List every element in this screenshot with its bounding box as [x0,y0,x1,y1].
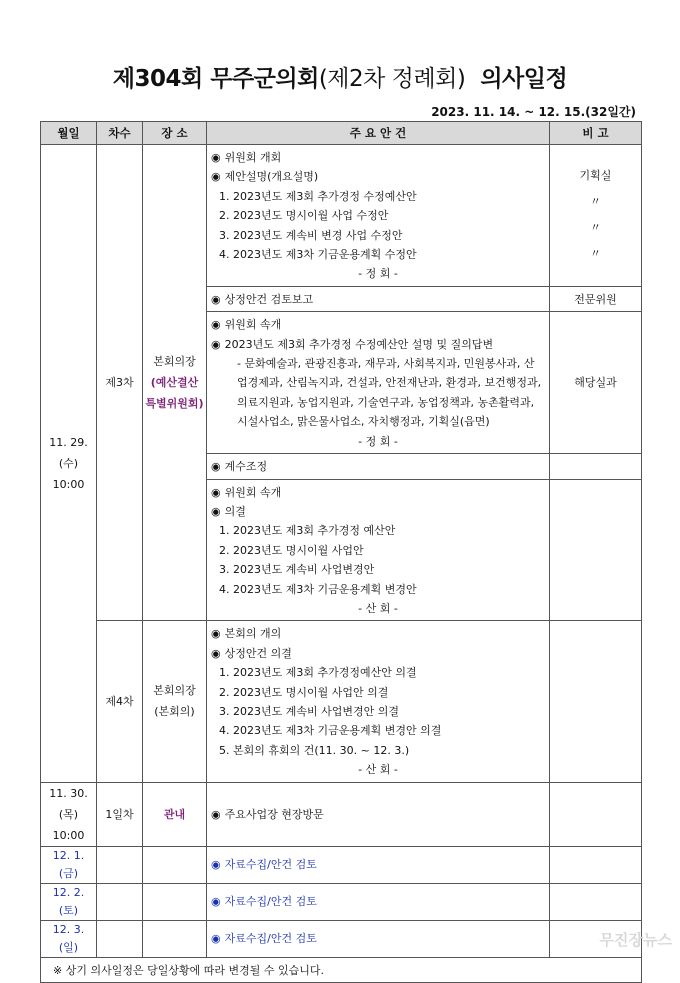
item-text: 본회의 개의 [224,627,282,641]
date-cell [41,846,97,883]
end-marker: - 정 회 - [358,434,398,448]
list-item [211,167,545,186]
note-cell [550,145,642,287]
bullet-icon: ◉ [211,337,221,351]
place-cell: 관내 [143,782,207,846]
sub-item: 4. 2023년도 제3차 기금운용계획 변경안 의결 [219,724,442,738]
table-row [41,883,642,920]
item-text: 계수조정 [224,460,268,474]
bullet-icon: ◉ [211,627,221,641]
date-cell [41,920,97,957]
note-cell [550,846,642,883]
session-cell [97,920,143,957]
table-row [41,846,642,883]
watermark-logo: 무진장뉴스 [599,931,672,949]
sub-item: 2. 2023년도 명시이월 사업 수정안 [219,209,389,223]
place-text: 본회의장 [153,684,196,698]
bullet-icon: ◉ [211,318,221,332]
sub-item: 1. 2023년도 제3회 추가경정예산안 의결 [219,666,417,680]
table-row [41,621,642,782]
agenda-cell [207,846,550,883]
note-text: 기획실 [579,169,612,183]
note-cell: 전문위원 [550,286,642,311]
list-item [211,805,545,824]
bullet-icon: ◉ [211,485,221,499]
list-item [211,929,545,948]
item-text: 자료수집/안건 검토 [224,895,317,909]
title-end: 의사일정 [480,66,568,92]
date-text: 12. 2. [52,885,85,899]
list-item [211,483,545,502]
note-text: 〃 [590,195,601,209]
weekday-text: (수) [58,456,79,470]
session-cell [97,883,143,920]
sub-item: 2. 2023년도 명시이월 사업안 [219,543,364,557]
date-text: 11. 29. [49,435,88,449]
place-cell [143,883,207,920]
end-marker: - 산 회 - [358,601,398,615]
bullet-icon: ◉ [211,646,221,660]
agenda-cell [207,883,550,920]
sub-item: 4. 2023년도 제3차 기금운용계획 변경안 [219,582,417,596]
bullet-icon: ◉ [211,292,221,306]
sub-item: 3. 2023년도 계속비 변경 사업 수정안 [219,228,403,242]
note-text: 〃 [590,221,601,235]
session-cell [97,846,143,883]
item-text: 자료수집/안건 검토 [224,932,317,946]
place-cell [143,621,207,782]
item-text: 위원회 개회 [224,151,282,164]
agenda-cell [207,479,550,621]
agenda-cell [207,920,550,957]
item-text: 위원회 속개 [224,485,282,499]
department-list: - 문화예술과, 관광진흥과, 재무과, 사회복지과, 민원봉사과, 산업경제과, 산림녹지과, 건설과, 안전재난과, 환경과, 보건행정과, 의료지원과, 농업지원과, 기술연구과, 농업정책과, 농촌활력과, 시설사업소, 맑은물사업소, 자치행정과, 기획실(읍면) [237,357,542,429]
place-committee-text: 특별위원회) [145,397,204,411]
note-cell [550,621,642,782]
item-text: 상정안건 의결 [224,646,292,660]
table-row [41,782,642,846]
list-item [211,315,545,334]
header-place: 장 소 [143,122,207,145]
list-item [211,290,545,309]
agenda-cell [207,312,550,454]
time-text: 10:00 [52,477,85,491]
list-item [211,148,545,167]
weekday-text: (일) [58,940,79,954]
date-text: 12. 3. [52,922,85,936]
sub-item: 1. 2023년도 제3회 추가경정 예산안 [219,524,396,538]
item-text: 자료수집/안건 검토 [224,858,317,872]
item-text: 2023년도 제3회 추가경정 수정예산안 설명 및 질의답변 [224,337,494,351]
list-item [211,624,545,643]
note-cell [550,883,642,920]
header-note: 비 고 [550,122,642,145]
note-cell [550,479,642,621]
date-text: 11. 30. [49,786,88,800]
item-text: 제안설명(개요설명) [224,170,319,184]
list-item [211,335,545,354]
note-cell [550,454,642,479]
bullet-icon: ◉ [211,932,221,946]
page-title [0,60,680,93]
agenda-cell [207,286,550,311]
agenda-table [40,121,642,983]
agenda-cell [207,454,550,479]
place-cell [143,846,207,883]
sub-item: 2. 2023년도 명시이월 사업안 의결 [219,685,389,699]
agenda-cell [207,621,550,782]
item-text: 주요사업장 현장방문 [224,807,324,821]
session-cell: 제4차 [97,621,143,782]
table-row [41,145,642,287]
note-text: 〃 [590,247,601,261]
place-cell [143,145,207,621]
sub-item: 3. 2023년도 계속비 사업변경안 의결 [219,704,399,718]
title-sub: (제2차 정례회) [318,66,466,92]
bullet-icon: ◉ [211,504,221,518]
sub-item: 3. 2023년도 계속비 사업변경안 [219,563,375,577]
agenda-cell [207,782,550,846]
session-cell: 제3차 [97,145,143,621]
table-row [41,920,642,957]
sub-item: 4. 2023년도 제3차 기금운용계획 수정안 [219,248,417,262]
place-text: (본회의) [154,705,195,719]
header-date: 월일 [41,122,97,145]
sub-item: 1. 2023년도 제3회 추가경정 수정예산안 [219,189,417,203]
date-cell [41,145,97,783]
note-cell [550,782,642,846]
footnote: ※ 상기 의사일정은 당일상황에 따라 변경될 수 있습니다. [41,957,642,982]
session-cell: 1일차 [97,782,143,846]
list-item [211,644,545,663]
note-cell: 해당실과 [550,312,642,454]
weekday-text: (목) [58,807,79,821]
header-row [41,122,642,145]
list-item [211,457,545,476]
weekday-text: (금) [58,866,79,880]
bullet-icon: ◉ [211,807,221,821]
end-marker: - 정 회 - [358,267,398,281]
header-session: 차수 [97,122,143,145]
list-item [211,892,545,911]
agenda-cell [207,145,550,287]
header-agenda: 주 요 안 건 [207,122,550,145]
bullet-icon: ◉ [211,460,221,474]
sub-item: 5. 본회의 휴회의 건(11. 30. ~ 12. 3.) [219,743,410,757]
place-cell [143,920,207,957]
title-main: 제304회 무주군의회 [112,66,319,92]
place-text: 본회의장 [153,355,196,369]
bullet-icon: ◉ [211,895,221,909]
item-text: 위원회 속개 [224,318,282,332]
date-cell [41,782,97,846]
list-item [211,502,545,521]
list-item [211,855,545,874]
footnote-row [41,957,642,982]
item-text: 상정안건 검토보고 [224,292,314,306]
end-marker: - 산 회 - [358,763,398,777]
bullet-icon: ◉ [211,858,221,872]
weekday-text: (토) [58,903,79,917]
time-text: 10:00 [52,828,85,842]
date-text: 12. 1. [52,848,85,862]
item-text: 의결 [224,504,246,518]
place-committee-text: (예산결산 [150,376,199,390]
bullet-icon: ◉ [211,170,221,184]
bullet-icon: ◉ [211,151,221,164]
period-text: 2023. 11. 14. ~ 12. 15.(32일간) [431,105,636,119]
date-cell [41,883,97,920]
